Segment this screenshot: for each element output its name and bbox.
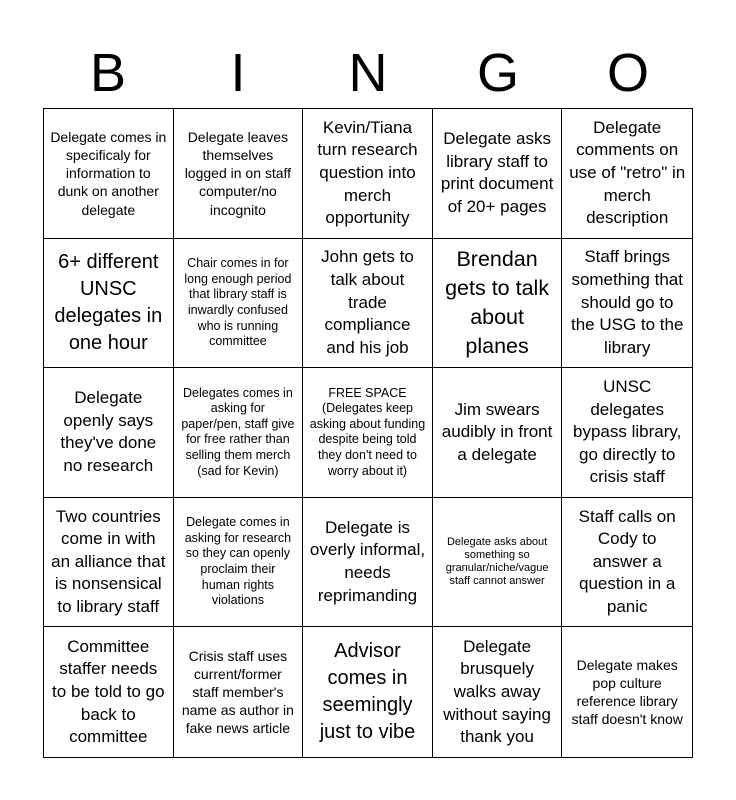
bingo-cell[interactable] bbox=[303, 627, 433, 757]
bingo-cell[interactable] bbox=[303, 239, 433, 369]
cell-text: Delegate makes pop culture reference library staff doesn't know bbox=[571, 656, 683, 728]
cell-text: UNSC delegates bypass library, go directly to crisis staff bbox=[573, 376, 682, 487]
bingo-cell[interactable] bbox=[562, 627, 692, 757]
cell-text: Chair comes in for long enough period that library staff is inwardly confused who is running committee bbox=[184, 256, 292, 349]
bingo-cell[interactable] bbox=[44, 627, 174, 757]
cell-text: Delegate brusquely walks away without saying thank you bbox=[443, 636, 551, 747]
bingo-cell[interactable] bbox=[44, 109, 174, 239]
cell-text: Staff brings something that should go to the USG to the library bbox=[570, 247, 684, 357]
header-letter-g: G bbox=[476, 43, 519, 103]
bingo-cell[interactable] bbox=[433, 239, 563, 369]
bingo-cell[interactable] bbox=[174, 498, 304, 628]
bingo-cell[interactable] bbox=[433, 368, 563, 498]
cell-text: Crisis staff uses current/former staff member's name as author in fake news article bbox=[181, 647, 294, 737]
header-letter-o: O bbox=[606, 43, 649, 103]
cell-text: Delegate is overly informal, needs reprimanding bbox=[309, 517, 426, 605]
bingo-cell[interactable] bbox=[174, 239, 304, 369]
cell-text: Delegate comes in asking for research so they can openly proclaim their human rights violations bbox=[184, 515, 292, 608]
bingo-cell[interactable] bbox=[303, 109, 433, 239]
cell-text: 6+ different UNSC delegates in one hour bbox=[54, 250, 163, 354]
cell-text: Staff calls on Cody to answer a question in a panic bbox=[578, 506, 676, 616]
bingo-cell[interactable] bbox=[562, 239, 692, 369]
header-letter-i: I bbox=[230, 43, 246, 103]
cell-text: Delegate comes in specificaly for information to dunk on another delegate bbox=[50, 128, 167, 218]
cell-text: Delegate asks about something so granular/niche/vague staff cannot answer bbox=[445, 535, 549, 588]
cell-text: Delegate comments on use of "retro" in merch description bbox=[569, 117, 686, 228]
bingo-cell[interactable] bbox=[44, 368, 174, 498]
bingo-cell[interactable] bbox=[44, 239, 174, 369]
bingo-cell[interactable] bbox=[174, 627, 304, 757]
cell-text: Delegate openly says they've done no research bbox=[60, 388, 157, 476]
bingo-board bbox=[43, 108, 693, 758]
bingo-cell[interactable] bbox=[174, 368, 304, 498]
cell-text: Advisor comes in seemingly just to vibe bbox=[319, 640, 416, 744]
cell-text: Two countries come in with an alliance that is nonsensical to library staff bbox=[51, 506, 166, 616]
cell-text: Brendan gets to talk about planes bbox=[445, 246, 550, 358]
bingo-cell[interactable] bbox=[44, 498, 174, 628]
cell-text: Delegate leaves themselves logged in on staff computer/no incognito bbox=[184, 128, 292, 218]
cell-text: Delegates comes in asking for paper/pen, staff give for free rather than selling them merch (sad for Kevin) bbox=[181, 385, 295, 478]
cell-text: John gets to talk about trade compliance and his job bbox=[321, 247, 414, 357]
bingo-cell[interactable] bbox=[433, 109, 563, 239]
bingo-cell[interactable] bbox=[433, 498, 563, 628]
bingo-cell[interactable] bbox=[303, 498, 433, 628]
bingo-cell[interactable] bbox=[562, 368, 692, 498]
cell-text: Jim swears audibly in front a delegate bbox=[441, 399, 553, 464]
bingo-cell[interactable] bbox=[562, 109, 692, 239]
header-letter-n: N bbox=[348, 43, 388, 103]
cell-text: Kevin/Tiana turn research question into merch opportunity bbox=[317, 117, 418, 228]
bingo-header bbox=[43, 38, 693, 108]
free-space-cell[interactable] bbox=[303, 368, 433, 498]
cell-text: FREE SPACE (Delegates keep asking about funding despite being told they don't need to worry about it) bbox=[309, 385, 426, 478]
cell-text: Committee staffer needs to be told to go back to committee bbox=[52, 636, 165, 747]
bingo-cell[interactable] bbox=[174, 109, 304, 239]
header-letter-b: B bbox=[89, 43, 127, 103]
cell-text: Delegate asks library staff to print document of 20+ pages bbox=[440, 129, 554, 216]
bingo-cell[interactable] bbox=[433, 627, 563, 757]
bingo-cell[interactable] bbox=[562, 498, 692, 628]
